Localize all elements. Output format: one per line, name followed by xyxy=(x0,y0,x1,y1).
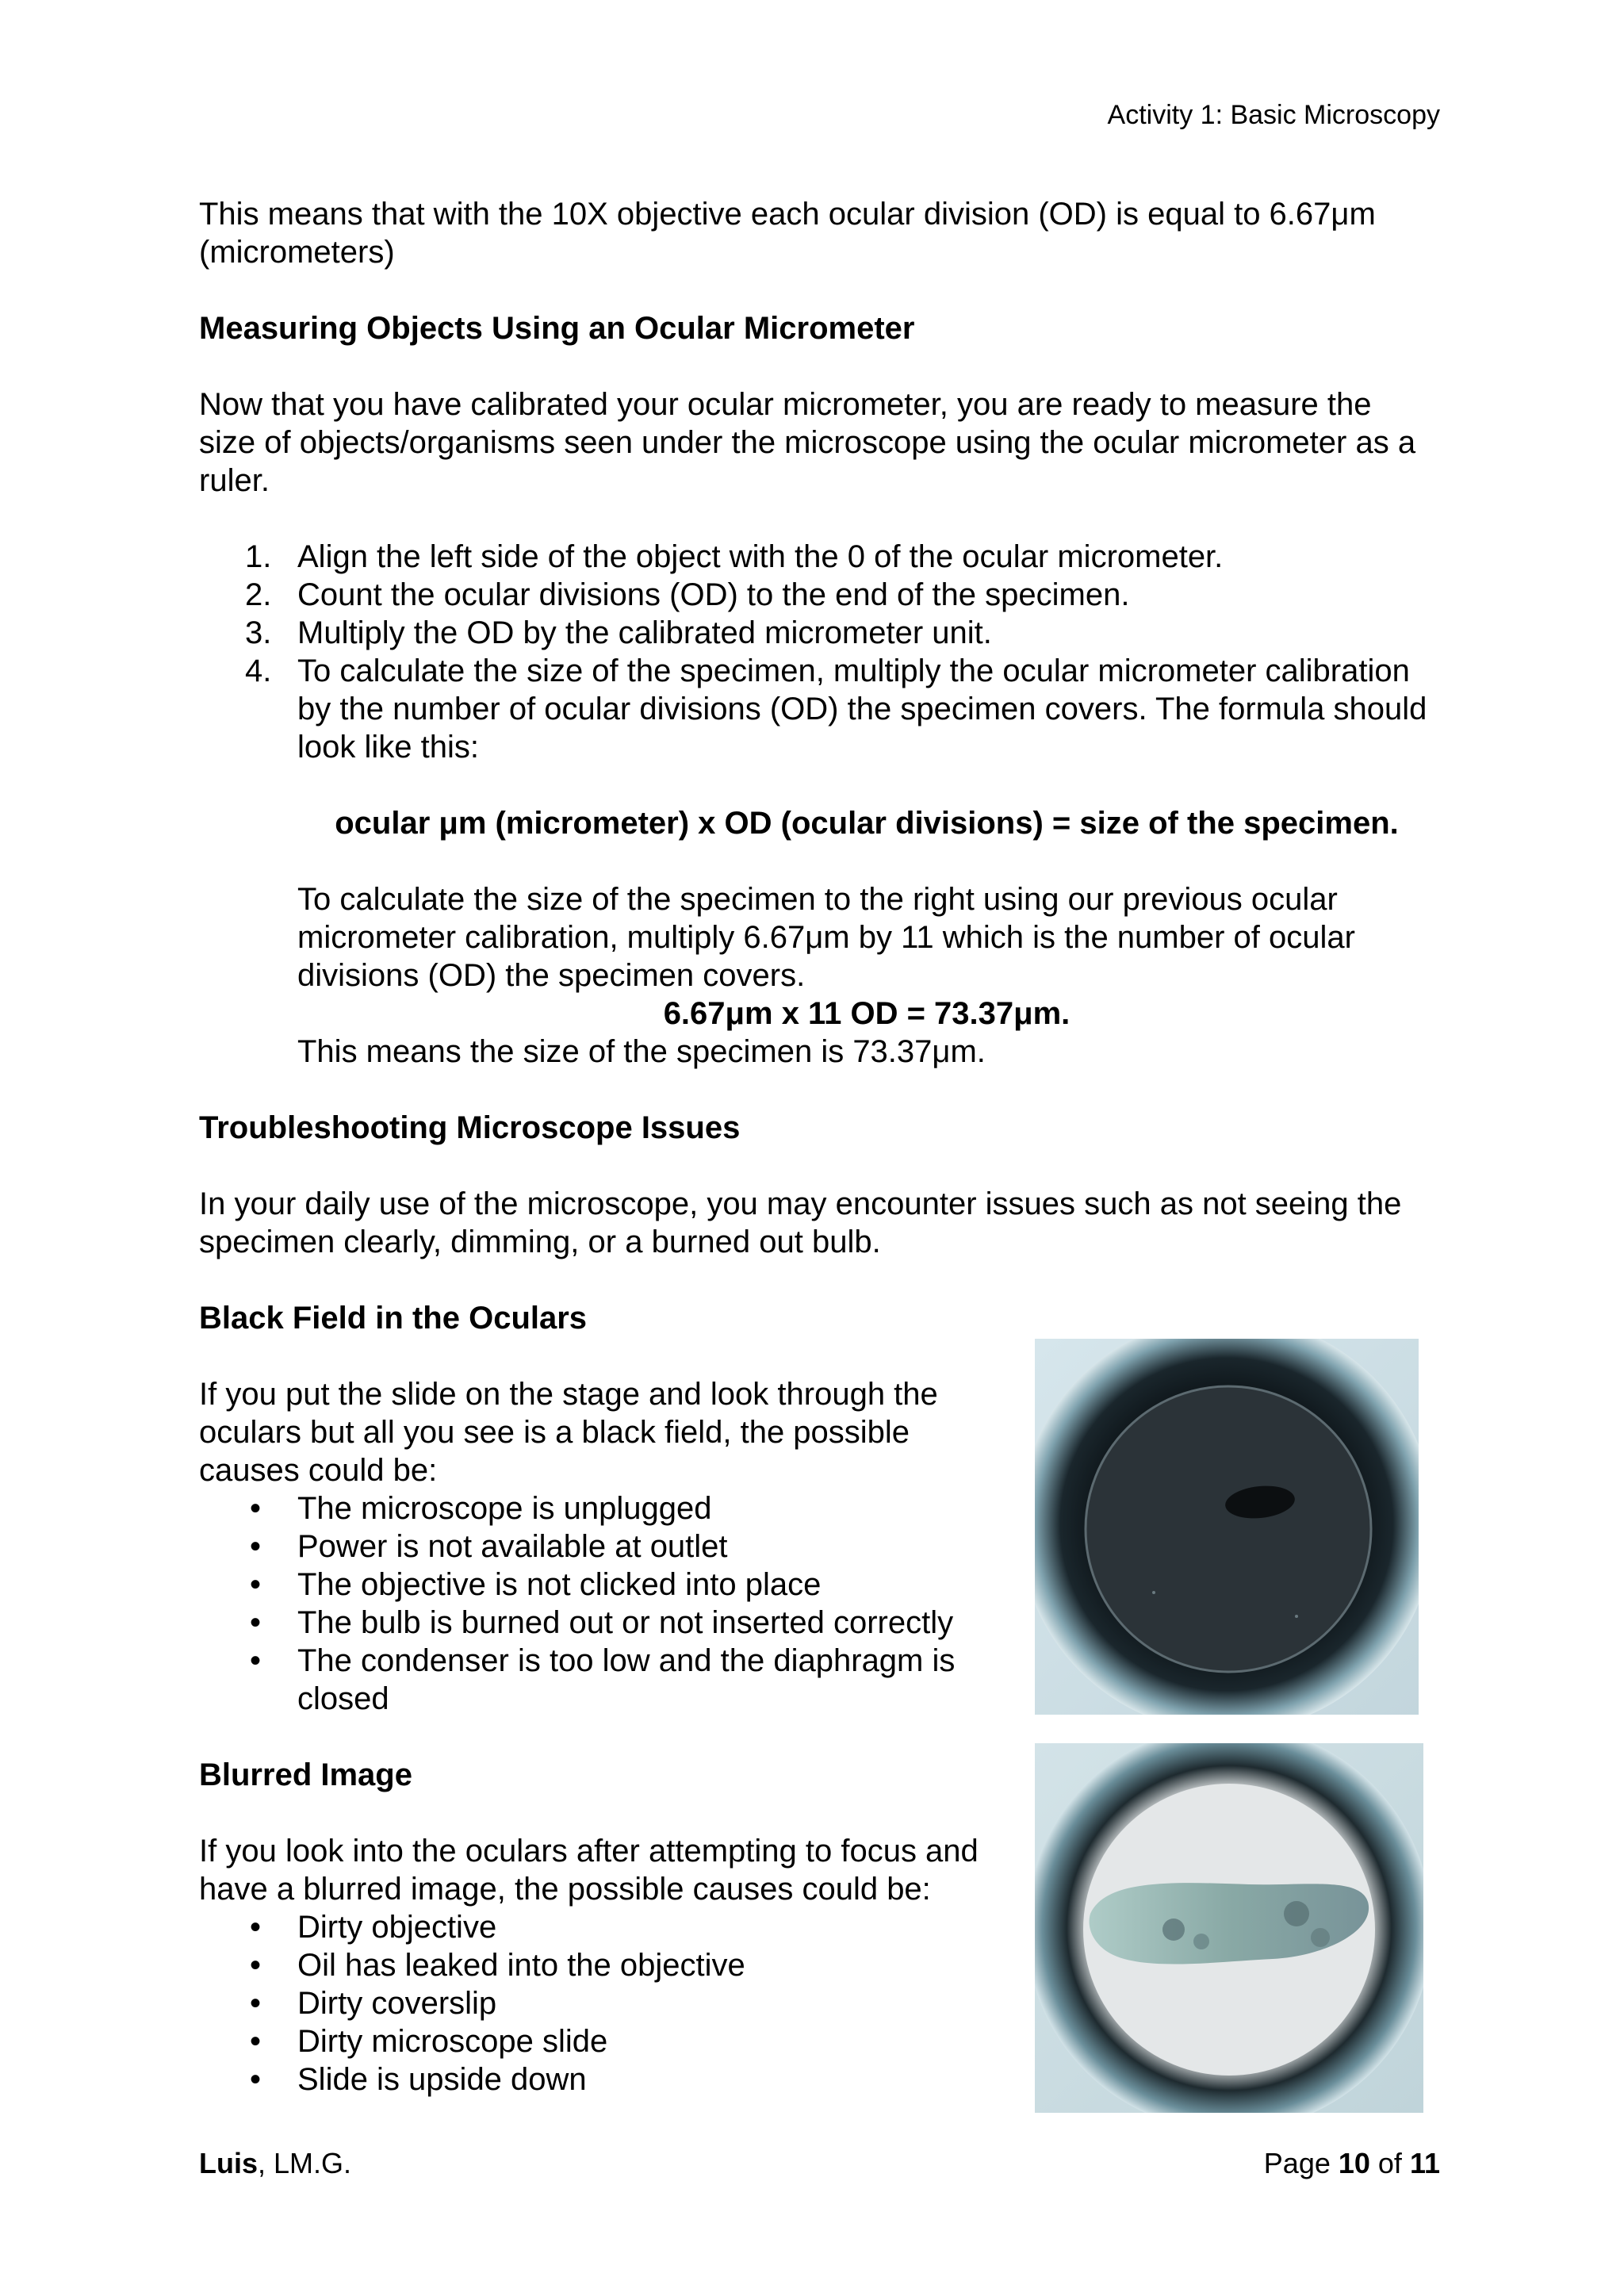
blurred-causes-list xyxy=(199,1908,992,2099)
list-item: • The objective is not clicked into place xyxy=(250,1567,822,1602)
example-conclusion: This means the size of the specimen is 73.37μm. xyxy=(297,1034,986,1069)
list-item: 3. Multiply the OD by the calibrated micrometer unit. xyxy=(245,615,992,650)
footer-page-number: Page 10 of 11 xyxy=(1263,2147,1440,2179)
blurred-image xyxy=(1035,1743,1423,2113)
black-field-paragraph: If you put the slide on the stage and look through the oculars but all you see is a black field, the possible causes could be: xyxy=(199,1377,938,1488)
page-header: Activity 1: Basic Microscopy xyxy=(1107,100,1440,130)
measuring-steps-list xyxy=(199,538,1436,766)
list-item: • The condenser is too low and the diaphragm is closed xyxy=(250,1643,956,1716)
section-heading-black-field: Black Field in the Oculars xyxy=(199,1301,588,1336)
troubleshooting-paragraph: In your daily use of the microscope, you may encounter issues such as not seeing the specimen clearly, dimming, or a burned out bulb. xyxy=(199,1186,1402,1259)
blurred-paragraph: If you look into the oculars after attempting to focus and have a blurred image, the possible causes could be: xyxy=(199,1834,979,1907)
section-heading-troubleshooting: Troubleshooting Microscope Issues xyxy=(199,1110,741,1145)
measuring-paragraph: Now that you have calibrated your ocular micrometer, you are ready to measure the size of objects/organisms seen under the microscope using the ocular micrometer as a ruler. xyxy=(199,387,1416,498)
example-formula: 6.67μm x 11 OD = 73.37μm. xyxy=(663,996,1071,1031)
footer-author: Luis, LM.G. xyxy=(199,2147,352,2179)
list-item: • Oil has leaked into the objective xyxy=(250,1948,745,1983)
example-paragraph: To calculate the size of the specimen to the right using our previous ocular micrometer calibration, multiply 6.67μm by 11 which is the number of ocular divisions (OD) the specimen covers. xyxy=(297,882,1355,993)
list-item: • Dirty coverslip xyxy=(250,1986,497,2021)
list-item: • The microscope is unplugged xyxy=(250,1491,712,1526)
section-heading-blurred: Blurred Image xyxy=(199,1757,412,1792)
list-item: • Slide is upside down xyxy=(250,2062,587,2097)
list-item: • Dirty microscope slide xyxy=(250,2024,608,2059)
list-item: • Power is not available at outlet xyxy=(250,1529,728,1564)
list-item: • Dirty objective xyxy=(250,1910,497,1945)
black-field-causes-list xyxy=(199,1489,992,1718)
list-item: 4. To calculate the size of the specimen, multiply the ocular micrometer calibration by the number of ocular divisions (OD) the specimen covers. The formula should look like this: xyxy=(245,654,1427,765)
list-item: • The bulb is burned out or not inserted correctly xyxy=(250,1605,954,1640)
list-item: 2. Count the ocular divisions (OD) to the end of the specimen. xyxy=(245,577,1130,612)
list-item: 1. Align the left side of the object with the 0 of the ocular micrometer. xyxy=(245,539,1224,574)
section-heading-measuring: Measuring Objects Using an Ocular Micrometer xyxy=(199,311,915,346)
intro-paragraph: This means that with the 10X objective each ocular division (OD) is equal to 6.67μm (micrometers) xyxy=(199,197,1376,270)
size-formula: ocular μm (micrometer) x OD (ocular divisions) = size of the specimen. xyxy=(335,806,1399,841)
black-field-image xyxy=(1035,1339,1419,1715)
